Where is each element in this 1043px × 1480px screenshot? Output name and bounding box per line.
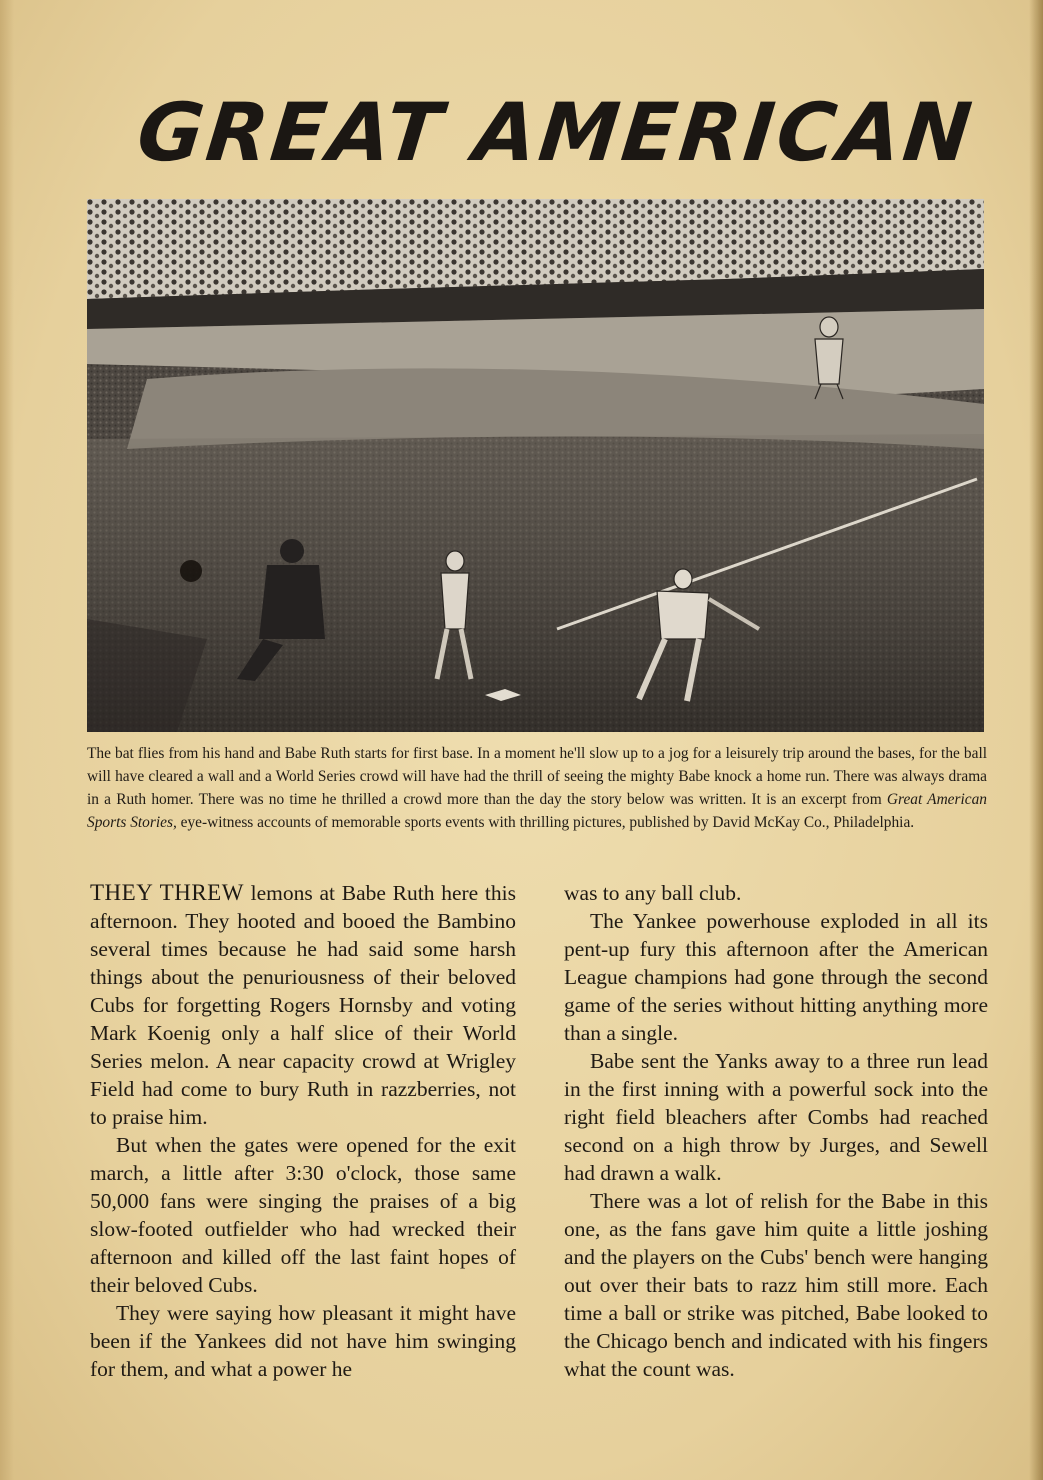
headline: GREAT AMERICAN <box>133 86 979 179</box>
page-edge-left <box>0 0 14 1480</box>
caption-text-start: The bat flies from his hand and Babe Ruth starts for first base. In a moment he'll slow up to a jog for a leisurely trip around the bases, for the ball will have cleared a wall and a World Series crowd will have had the thrill of seeing the mighty Babe knock a home run. There was always drama in a Ruth homer. There was no time he thrilled a crowd more than the day the story below was written. It is an excerpt from <box>87 745 987 808</box>
photo-caption <box>87 742 987 834</box>
article-column-left <box>90 879 516 1383</box>
photo-illustration <box>87 199 984 732</box>
caption-text-end: eye-witness accounts of memorable sports events with thrilling pictures, published by David McKay Co., Philadelphia. <box>176 814 915 831</box>
article-paragraph-4: The Yankee powerhouse exploded in all its pent-up fury this afternoon after the American League champions had gone through the second game of the series without hitting anything more than a single. <box>564 909 988 1045</box>
article-paragraph-3-continued: was to any ball club. <box>564 881 742 905</box>
article-lead-in: THEY THREW <box>90 880 244 905</box>
caption-book-title: Great American Sports Stories, <box>87 791 987 831</box>
article-paragraph-2: But when the gates were opened for the exit march, a little after 3:30 o'clock, those same 50,000 fans were singing the praises of a big slow-footed outfielder who had wrecked their afternoon and killed off the last faint hopes of their beloved Cubs. <box>90 1133 516 1297</box>
article-paragraph-1 <box>90 879 516 1131</box>
article-paragraph-6: There was a lot of relish for the Babe in this one, as the fans gave him quite a little joshing and the players on the Cubs' bench were hanging out over their bats to razz him still more. Each time a ball or strike was pitched, Babe looked to the Chicago bench and indicated with his fingers what the count was. <box>564 1189 988 1381</box>
article-column-right <box>564 879 988 1383</box>
article-paragraph-1-text: lemons at Babe Ruth here this afternoon. They hooted and booed the Bambino several times because he had said some harsh things about the penuriousness of their beloved Cubs for forgetting Rogers Hornsby and voting Mark Koenig only a half slice of their World Series melon. A near capacity crowd at Wrigley Field had come to bury Ruth in razzberries, not to praise him. <box>90 881 516 1129</box>
page-edge-right <box>1029 0 1043 1480</box>
baseball-photo <box>87 199 984 732</box>
article-paragraph-3: They were saying how pleasant it might have been if the Yankees did not have him swinging for them, and what a power he <box>90 1301 516 1381</box>
article-paragraph-5: Babe sent the Yanks away to a three run lead in the first inning with a powerful sock into the right field bleachers after Combs had reached second on a high throw by Jurges, and Sewell had drawn a walk. <box>564 1049 988 1185</box>
